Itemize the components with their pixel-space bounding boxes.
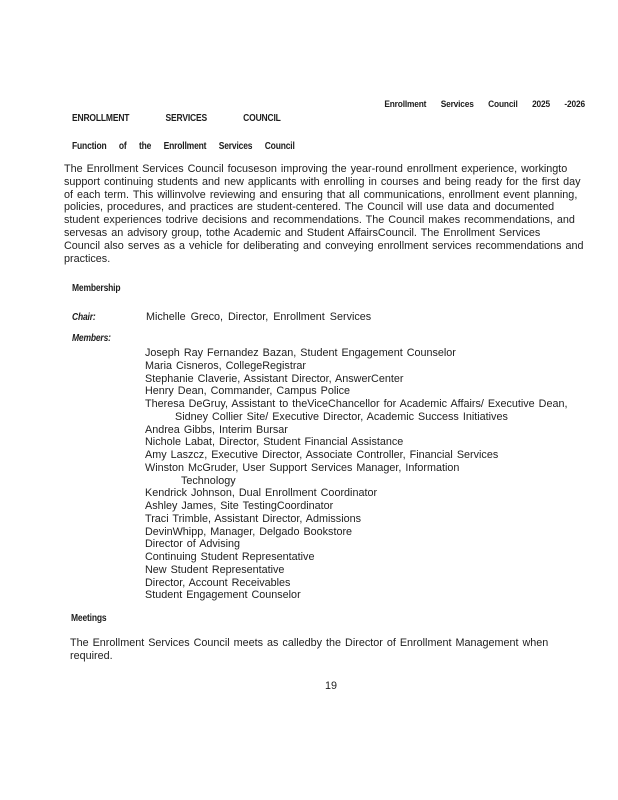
- member-line: Andrea Gibbs, Interim Bursar: [145, 423, 288, 436]
- member-line: Henry Dean, Commander, Campus Police: [145, 385, 351, 398]
- member-line: Kendrick Johnson, Dual Enrollment Coordinator: [145, 487, 378, 500]
- members-list: [145, 347, 567, 602]
- member-line: Traci Trimble, Assistant Director, Admissions: [145, 512, 361, 525]
- paragraph-line: practices.: [64, 252, 111, 265]
- member-line: Amy Laszcz, Executive Director, Associate Controller, Financial Services: [145, 449, 499, 461]
- member-line: Stephanie Claverie, Assistant Director, AnswerCenter: [145, 372, 404, 385]
- paragraph-line: The Enrollment Services Council meets as calledby the Director of Enrollment Management when: [70, 637, 549, 649]
- member-line: Winston McGruder, User Support Services Manager, Information: [145, 461, 460, 474]
- page-header-right: Enrollment Services Council 2025 -2026: [384, 99, 585, 110]
- member-line: DevinWhipp, Manager, Delgado Bookstore: [145, 525, 353, 538]
- member-line: Director of Advising: [145, 538, 241, 551]
- paragraph-line: required.: [70, 649, 113, 662]
- function-section-paragraph: [64, 163, 584, 265]
- member-line: Maria Cisneros, CollegeRegistrar: [145, 359, 307, 372]
- chair-value: Michelle Greco, Director, Enrollment Services: [146, 311, 372, 323]
- member-line: Technology: [181, 474, 236, 487]
- paragraph-line: Council also serves as a vehicle for deliberating and conveying enrollment services recommendations and: [64, 239, 584, 252]
- paragraph-line: policies, procedures, and practices are student-centered. The Council will use data and documented: [64, 201, 555, 214]
- member-line: Nichole Labat, Director, Student Financial Assistance: [145, 436, 404, 449]
- membership-heading: Membership: [72, 283, 121, 294]
- paragraph-line: of each term. This willinvolve reviewing and ensuring that all communications, enrollment event planning,: [64, 188, 578, 201]
- page-number: 19: [325, 680, 338, 692]
- paragraph-line: support continuing students and new applicants with enrolling in courses and being ready for the first day: [64, 175, 581, 188]
- paragraph-line: The Enrollment Services Council focuseson improving the year-round enrollment experience, workingto: [64, 163, 568, 175]
- paragraph-line: servesas an advisory group, tothe Academic and Student AffairsCouncil. The Enrollment Services: [64, 226, 541, 239]
- member-line: Ashley James, Site TestingCoordinator: [145, 500, 334, 512]
- document-title: ENROLLMENT SERVICES COUNCIL: [72, 113, 281, 124]
- member-line: Theresa DeGruy, Assistant to theViceChancellor for Academic Affairs/ Executive Dean,: [145, 398, 568, 410]
- member-line: Director, Account Receivables: [145, 576, 291, 589]
- member-line: Student Engagement Counselor: [145, 589, 301, 602]
- member-line: New Student Representative: [145, 563, 285, 576]
- chair-label: Chair:: [72, 312, 96, 323]
- member-line: Joseph Ray Fernandez Bazan, Student Engagement Counselor: [145, 347, 456, 359]
- member-line: Continuing Student Representative: [145, 551, 315, 563]
- paragraph-line: student experiences todrive decisions and recommendations. The Council makes recommendations, and: [64, 214, 575, 227]
- meetings-paragraph: [70, 637, 548, 663]
- function-section-heading: Function of the Enrollment Services Council: [72, 141, 295, 152]
- chair-row: [72, 307, 371, 325]
- members-label: Members:: [72, 333, 111, 344]
- member-line: Sidney Collier Site/ Executive Director, Academic Success Initiatives: [175, 410, 508, 423]
- meetings-heading: Meetings: [71, 613, 107, 624]
